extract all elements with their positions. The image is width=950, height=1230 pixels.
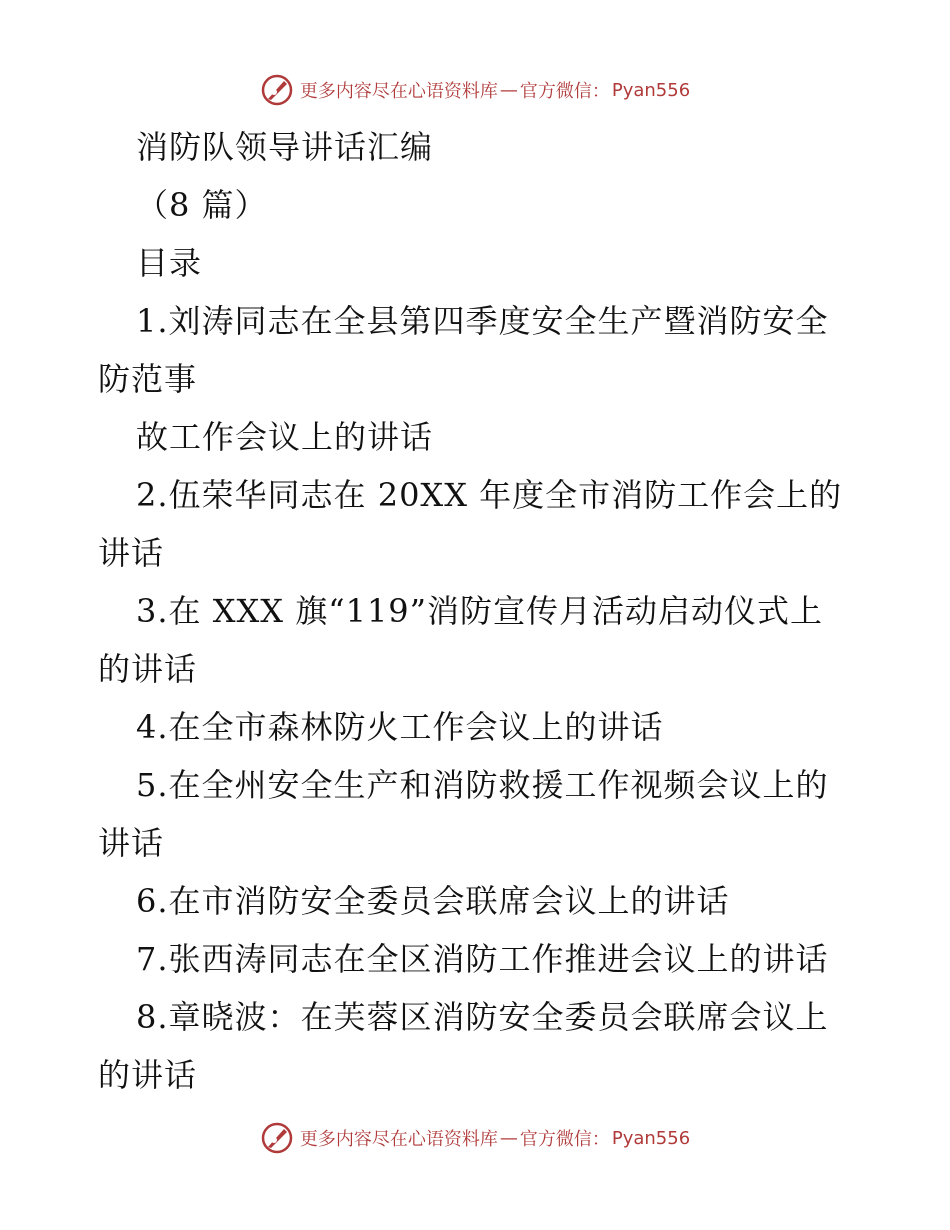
document-body bbox=[98, 118, 858, 1104]
toc-item-5-cont: 讲话 bbox=[98, 824, 165, 862]
watermark-id: Pyan556 bbox=[611, 1127, 691, 1149]
watermark-main-text: 更多内容尽在心语资料库 bbox=[299, 1129, 498, 1150]
watermark-id: Pyan556 bbox=[611, 79, 691, 101]
watermark-sub-text: 官方微信： bbox=[519, 1129, 610, 1150]
toc-item-8-cont: 的讲话 bbox=[98, 1056, 198, 1094]
toc-item-1-cont: 防范事 bbox=[98, 360, 198, 398]
quill-seal-icon bbox=[260, 1121, 294, 1155]
watermark-separator: — bbox=[499, 1127, 518, 1149]
toc-item-2: 2.伍荣华同志在 20XX 年度全市消防工作会上的 bbox=[136, 476, 843, 514]
toc-item-7: 7.张西涛同志在全区消防工作推进会议上的讲话 bbox=[136, 940, 829, 978]
toc-item-3: 3.在 XXX 旗“119”消防宣传月活动启动仪式上 bbox=[136, 592, 824, 630]
watermark-sub-text: 官方微信： bbox=[519, 81, 610, 102]
document-title: 消防队领导讲话汇编 bbox=[136, 128, 434, 166]
toc-item-6: 6.在市消防安全委员会联席会议上的讲话 bbox=[136, 882, 730, 920]
watermark-separator: — bbox=[499, 79, 518, 101]
toc-heading: 目录 bbox=[136, 244, 203, 282]
toc-item-2-cont: 讲话 bbox=[98, 534, 165, 572]
toc-item-8: 8.章晓波：在芙蓉区消防安全委员会联席会议上 bbox=[136, 998, 829, 1036]
watermark-banner-bottom bbox=[0, 1118, 950, 1158]
toc-item-4: 4.在全市森林防火工作会议上的讲话 bbox=[136, 708, 664, 746]
document-count: （8 篇） bbox=[136, 186, 268, 224]
toc-item-1: 1.刘涛同志在全县第四季度安全生产暨消防安全 bbox=[136, 302, 829, 340]
quill-seal-icon bbox=[260, 73, 294, 107]
watermark-main-text: 更多内容尽在心语资料库 bbox=[299, 81, 498, 102]
watermark-banner-top bbox=[0, 70, 950, 110]
toc-item-1-cont2: 故工作会议上的讲话 bbox=[136, 418, 434, 456]
toc-item-3-cont: 的讲话 bbox=[98, 650, 198, 688]
toc-item-5: 5.在全州安全生产和消防救援工作视频会议上的 bbox=[136, 766, 829, 804]
